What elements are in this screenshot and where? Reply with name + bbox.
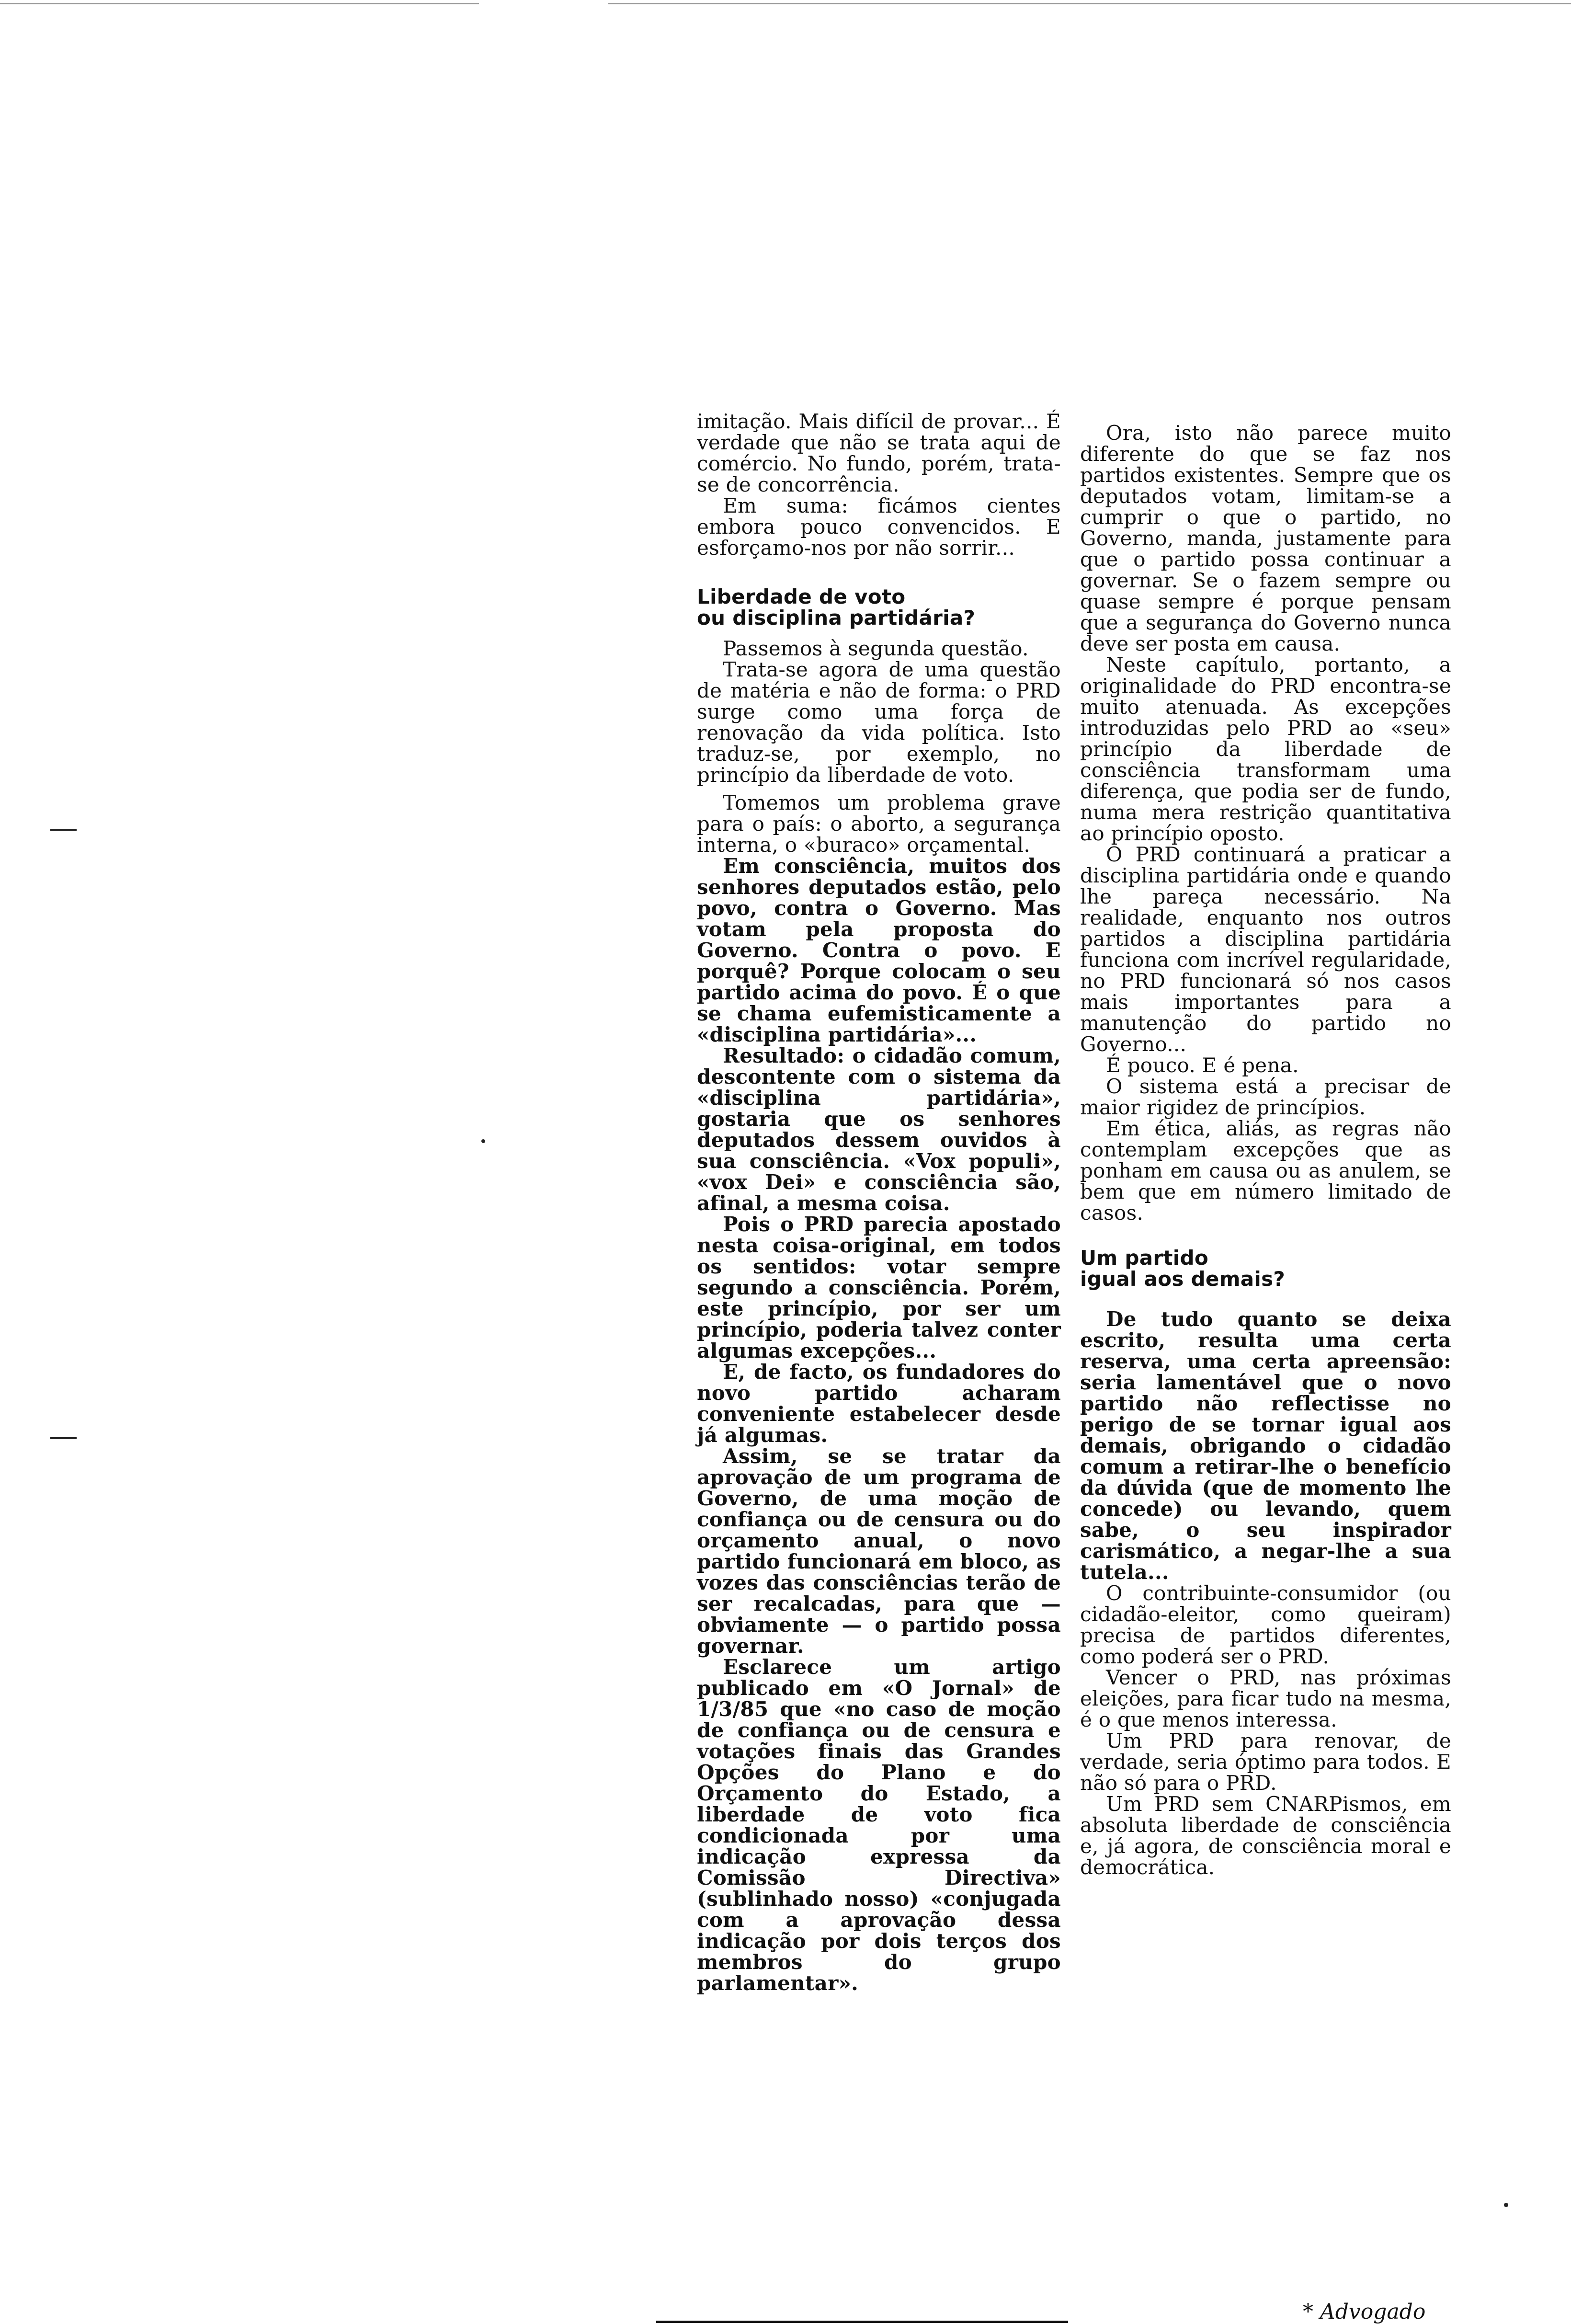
paragraph: imitação. Mais difícil de provar... É verdade que não se trata aqui de comércio. No fundo, porém, trata-se de concorrência. — [697, 410, 1061, 496]
text-run: a liberdade de voto fica condicionada — [697, 1782, 1061, 1847]
paragraph: O contribuinte-consumidor (ou cidadão-eleitor, como queiram) precisa de partidos diferentes, como poderá ser o PRD. — [1080, 1581, 1451, 1668]
paragraph: De tudo quanto se deixa escrito, resulta uma certa reserva, uma certa apreensão: seria lamentável que o novo partido não reflectisse no perigo de se tornar igual aos demais, obrigando o cidadão comum a retirar-lhe o benefício da dúvida (que de momento lhe concede) ou levando, quem sabe, o seu inspirador carismático, a negar-lhe a sua tutela... — [1080, 1307, 1451, 1584]
quote-bold: «no caso de moção de confiança ou de censura e votações finais das Grandes Opções do Plano e do Orçamento do Estado, — [697, 1697, 1061, 1805]
top-edge-line — [608, 3, 1571, 4]
quote-bold: «conjugada com a aprovação dessa indicação por dois terços dos membros do grupo parlamentar». — [697, 1887, 1061, 1995]
scan-mark — [50, 1437, 77, 1439]
paragraph: Em ética, aliás, as regras não contemplam excepções que as ponham em causa ou as anulem, se bem que em número limitado de casos. — [1080, 1117, 1451, 1225]
paragraph: Ora, isto não parece muito diferente do que se faz nos partidos existentes. Sempre que os deputados votam, limitam-se a cumprir o que o partido, no Governo, manda, justamente para que o partido possa continuar a governar. Se o fazem sempre ou quase sempre é porque pensam que a segurança do Governo nunca deve ser posta em causa. — [1080, 421, 1451, 655]
top-edge-line — [0, 3, 479, 4]
quote-bold: por uma indicação expressa da Comissão Directiva» — [697, 1824, 1061, 1889]
paragraph: Pois o PRD parecia apostado nesta coisa-original, em todos os sentidos: votar sempre segundo a consciência. Porém, este princípio, por ser um princípio, poderia talvez conter algumas excepções... — [697, 1213, 1061, 1362]
paragraph: Em suma: ficámos cientes embora pouco convencidos. E esforçamo-nos por não sorrir... — [697, 494, 1061, 560]
paragraph: Vencer o PRD, nas próximas eleições, para ficar tudo na mesma, é o que menos interessa. — [1080, 1666, 1451, 1731]
scan-speck — [481, 1139, 485, 1143]
paragraph: Resultado: o cidadão comum, descontente com o sistema da «disciplina partidária», gostaria que os senhores deputados dessem ouvidos à sua consciência. «Vox populi», «vox Dei» e consciência são, afinal, a mesma coisa. — [697, 1044, 1061, 1215]
section-heading: igual aos demais? — [1080, 1267, 1286, 1291]
paragraph: Trata-se agora de uma questão de matéria e não de forma: o PRD surge como uma força de renovação da vida política. Isto traduz-se, por exemplo, no princípio da liberdade de voto. — [697, 658, 1061, 787]
paragraph: Em consciência, muitos dos senhores deputados estão, pelo povo, contra o Governo. Mas votam pela proposta do Governo. Contra o povo. E porquê? Porque colocam o seu partido acima do povo. É o que se chama eufemisticamente a «disciplina partidária»... — [697, 854, 1061, 1046]
paragraph: O PRD continuará a praticar a disciplina partidária onde e quando lhe pareça necessário. Na realidade, enquanto nos outros partidos a disciplina partidária funciona com incrível regularidade, no PRD funcionará só nos casos mais importantes para a manutenção do partido no Governo... — [1080, 843, 1451, 1056]
scan-mark — [50, 829, 77, 831]
section-heading: Um partido — [1080, 1246, 1209, 1270]
paragraph: E, de facto, os fundadores do novo partido acharam conveniente estabelecer desde já algumas. — [697, 1360, 1061, 1447]
text-run: Esclarece um artigo publicado em «O Jornal» de 1/3/85 que — [697, 1655, 1061, 1721]
paragraph: Um PRD sem CNARPismos, em absoluta liberdade de consciência e, já agora, de consciência moral e democrática. — [1080, 1792, 1451, 1879]
paragraph: Neste capítulo, portanto, a originalidade do PRD encontra-se muito atenuada. As excepções introduzidas pelo PRD ao «seu» princípio da liberdade de consciência transformam uma diferença, que podia ser de fundo, numa mera restrição quantitativa ao princípio oposto. — [1080, 653, 1451, 845]
paragraph: O sistema está a precisar de maior rigidez de princípios. — [1080, 1075, 1451, 1119]
paragraph: É pouco. E é pena. — [1106, 1053, 1299, 1077]
text-run: (sublinhado nosso) — [697, 1887, 931, 1911]
paragraph — [697, 1657, 1061, 1994]
scan-speck — [1504, 2203, 1508, 2207]
right-column — [1080, 423, 1451, 1878]
left-column — [697, 411, 1061, 1994]
section-heading: Liberdade de voto — [697, 585, 906, 608]
paragraph: Passemos à segunda questão. — [723, 637, 1029, 660]
paragraph: Um PRD para renovar, de verdade, seria óptimo para todos. E não só para o PRD. — [1080, 1729, 1451, 1795]
author-signature: * Advogado — [1303, 2300, 1426, 2324]
column-bottom-rule — [656, 2321, 1068, 2323]
section-heading: ou disciplina partidária? — [697, 606, 976, 630]
paragraph: Assim, se se tratar da aprovação de um programa de Governo, de uma moção de confiança ou de censura ou do orçamento anual, o novo partido funcionará em bloco, as vozes das consciências terão de ser recalcadas, para que — obviamente — o partido possa governar. — [697, 1444, 1061, 1658]
paragraph: Tomemos um problema grave para o país: o aborto, a segurança interna, o «buraco» orçamental. — [697, 791, 1061, 857]
